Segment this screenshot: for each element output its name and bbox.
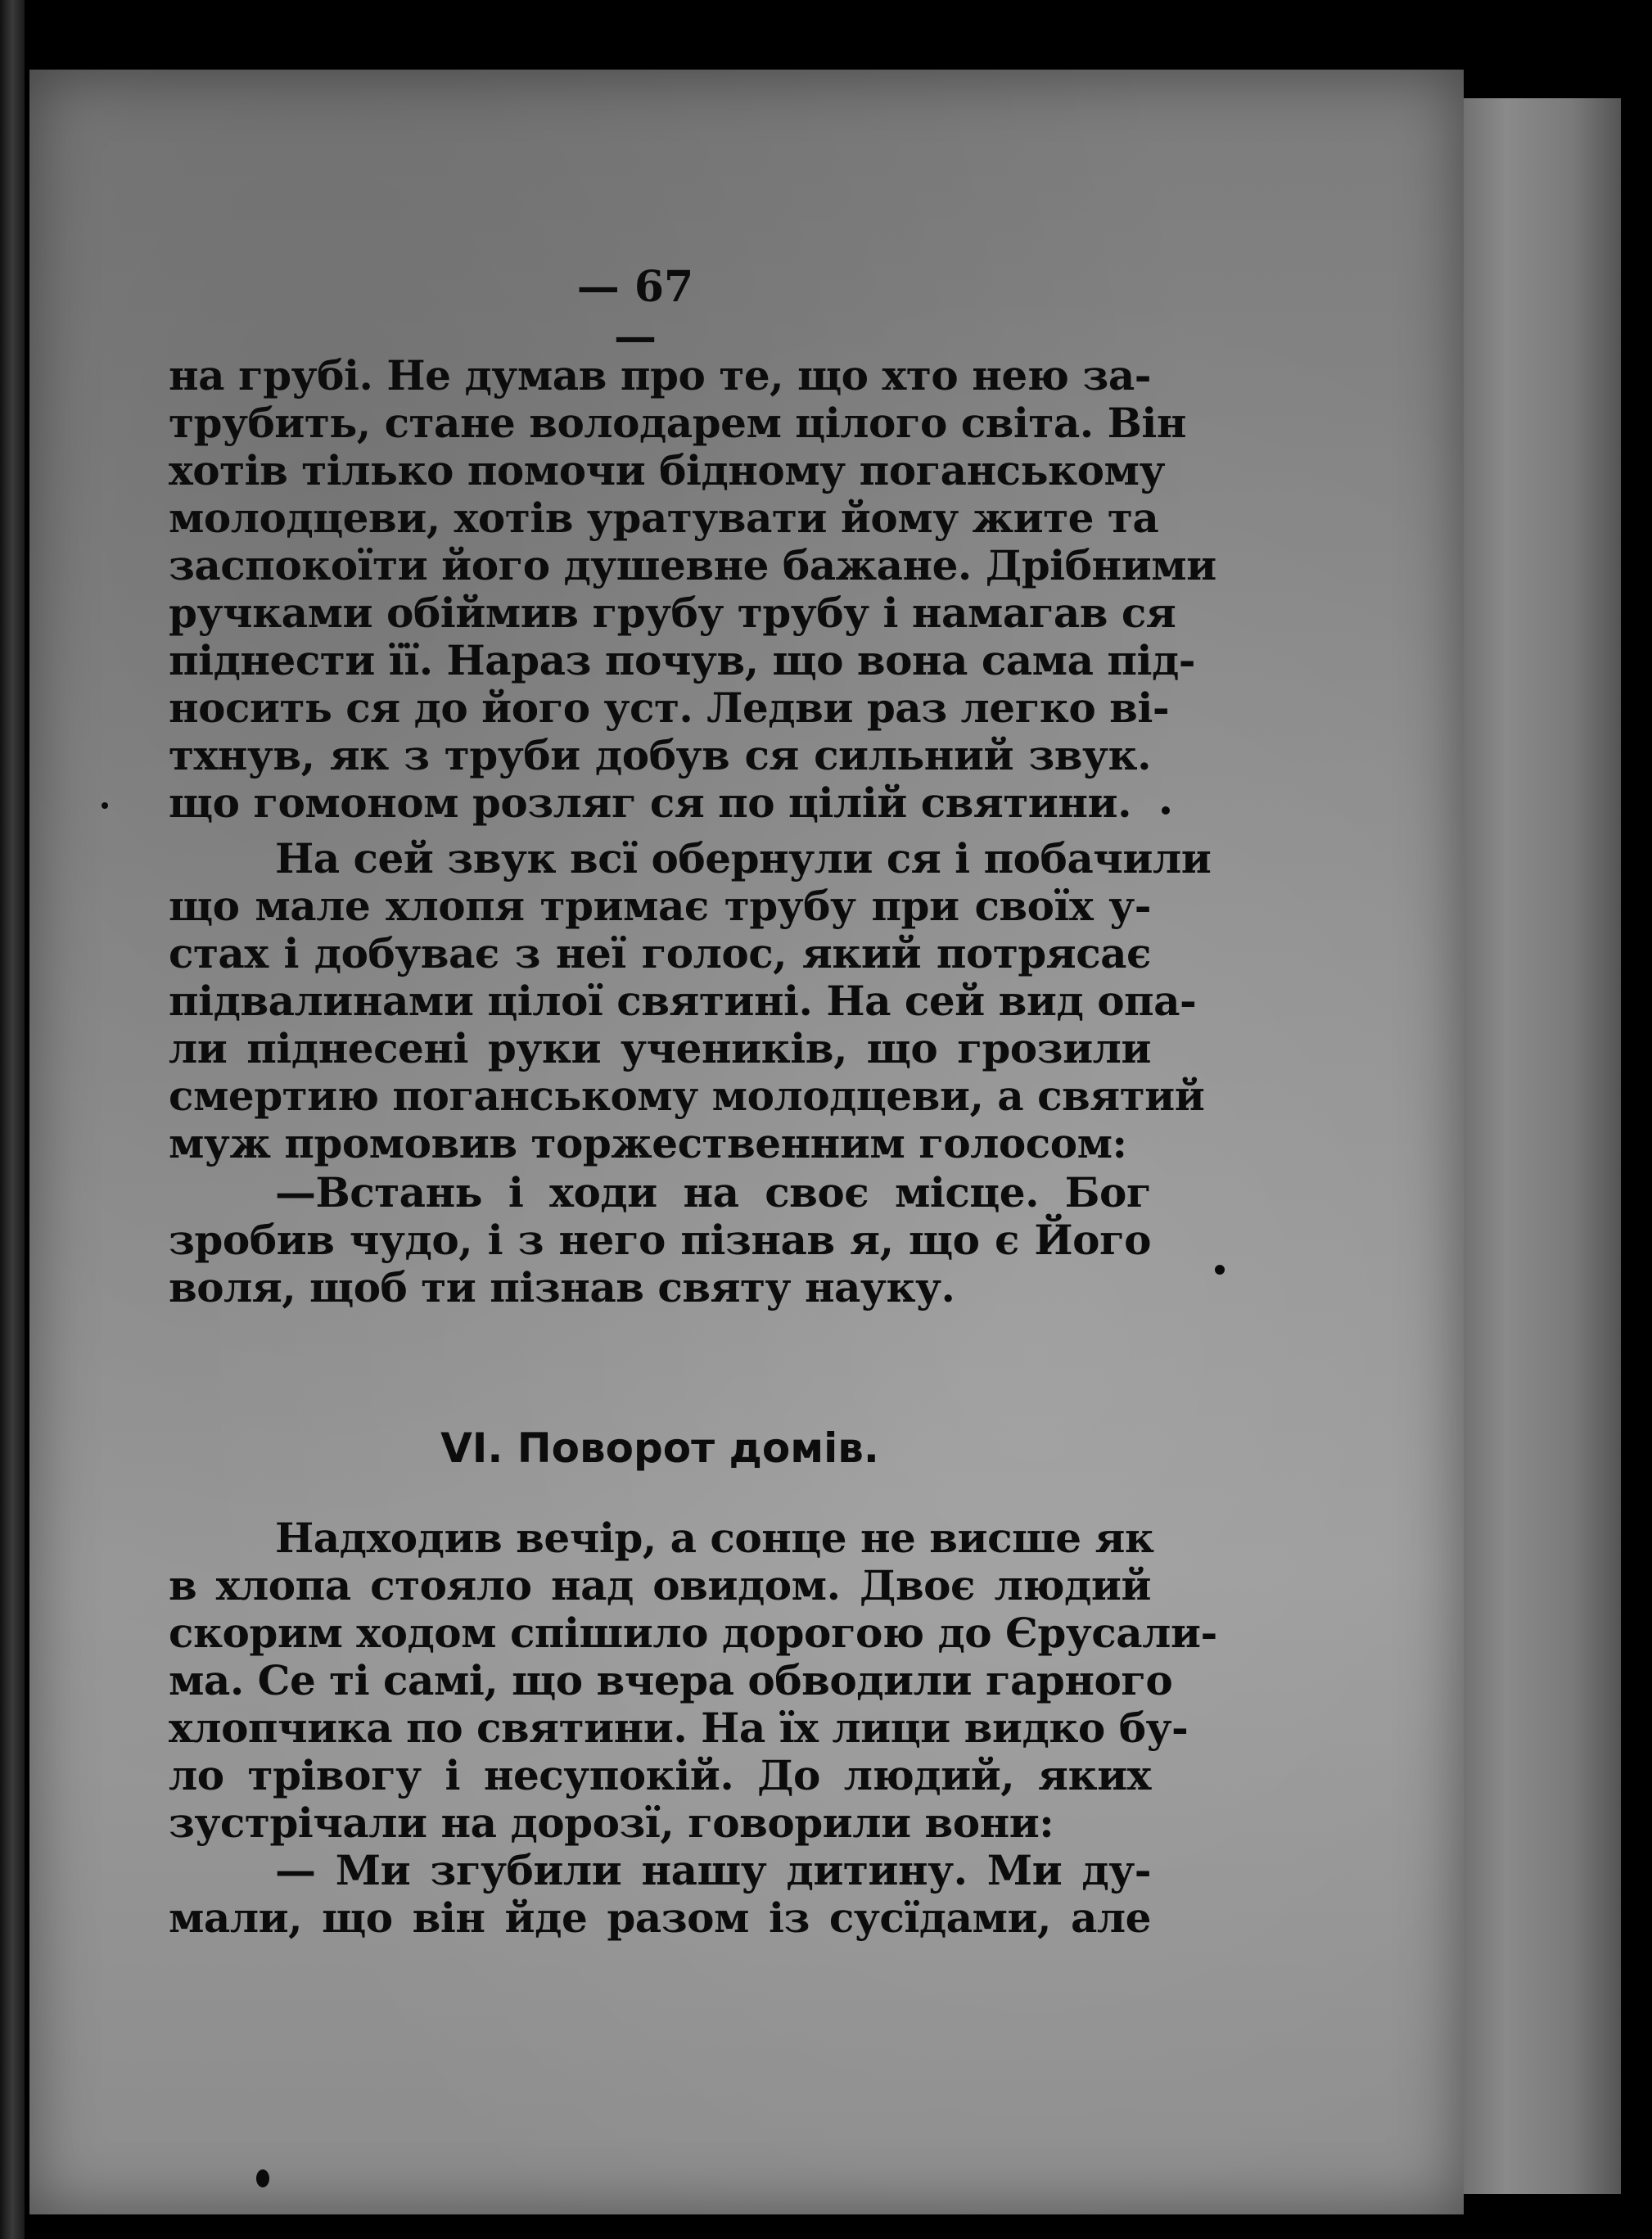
text-line: в хлопа стояло над овидом. Двоє людий: [169, 1561, 1151, 1609]
text-line: смертию поганському молодцеви, а святий: [169, 1072, 1205, 1120]
text-line: скорим ходом спішило дорогою до Єрусали-: [169, 1609, 1217, 1657]
text-line: Надходив вечір, а сонце не висше як: [275, 1514, 1154, 1562]
book-page: [29, 70, 1464, 2214]
text-line: підвалинами цілої святині. На сей вид опа-: [169, 977, 1197, 1025]
text-line: —Встань і ходи на своє місце. Бог: [275, 1168, 1151, 1217]
next-page-edge: [1457, 98, 1621, 2194]
text-line: піднести її. Нараз почув, що вона сама під-: [169, 636, 1196, 684]
text-line: тхнув, як з труби добув ся сильний звук.: [169, 731, 1151, 779]
text-line: воля, щоб ти пізнав святу науку.: [169, 1263, 955, 1311]
page-number: — 67 —: [576, 262, 694, 362]
text-line: зустрічали на дорозї, говорили вони:: [169, 1799, 1054, 1847]
text-line: мали, що він йде разом із сусїдами, але: [169, 1894, 1151, 1942]
scan-speck: [1215, 1265, 1225, 1275]
text-line: на грубі. Не думав про те, що хто нею за-: [169, 351, 1151, 399]
previous-page-edge: [0, 0, 25, 2239]
text-line: хотів тілько помочи бідному поганському: [169, 446, 1165, 494]
text-line: трубить, стане володарем цілого світа. Він: [169, 399, 1186, 447]
section-heading: VI. Поворот домів.: [440, 1424, 879, 1472]
text-line: ручками обіймив грубу трубу і намагав ся: [169, 589, 1176, 637]
text-line: — Ми згубили нашу дитину. Ми ду-: [275, 1846, 1151, 1894]
text-line: носить ся до його уст. Ледви раз легко ві-: [169, 684, 1170, 732]
text-line: молодцеви, хотів уратувати йому жите та: [169, 494, 1159, 542]
text-line: що мале хлопя тримає трубу при своїх у-: [169, 882, 1151, 930]
text-line: ло трівогу і несупокій. До людий, яких: [169, 1751, 1151, 1799]
text-line: що гомоном розляг ся по цілій святини.: [169, 779, 1131, 827]
scan-speck: [102, 802, 108, 809]
scan-speck: [256, 2169, 269, 2187]
text-line: ли піднесені руки учеників, що грозили: [169, 1024, 1151, 1072]
text-line: муж промовив торжественним голосом:: [169, 1119, 1127, 1167]
text-line: зробив чудо, і з него пізнав я, що є Його: [169, 1216, 1151, 1264]
text-line: хлопчика по святини. На їх лици видко бу-: [169, 1704, 1189, 1752]
text-line: ма. Се ті самі, що вчера обводили гарного: [169, 1656, 1173, 1704]
text-line: заспокоїти його душевне бажане. Дрібними: [169, 541, 1216, 589]
text-line: стах і добуває з неї голос, який потрясає: [169, 929, 1151, 977]
scan-speck: [1162, 806, 1170, 815]
text-line: На сей звук всї обернули ся і побачили: [275, 834, 1212, 883]
